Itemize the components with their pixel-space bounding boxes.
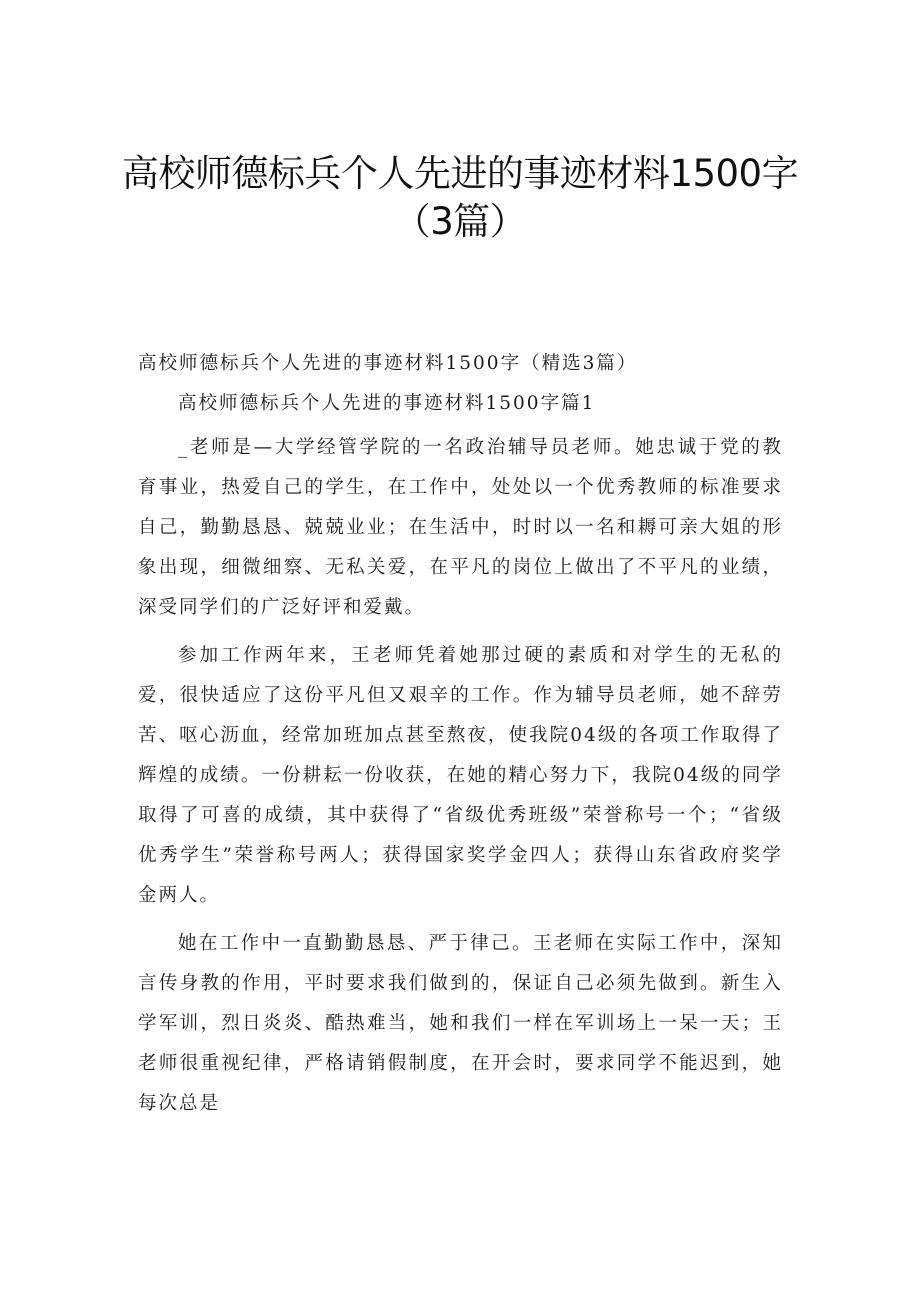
section-heading: 高校师德标兵个人先进的事迹材料1500字篇1 bbox=[178, 393, 596, 414]
paragraph-3: 她在工作中一直勤勤恳恳、严于律己。王老师在实际工作中，深知言传身教的作用，平时要求我们做到的，保证自己必须先做到。新生入学军训，烈日炎炎、酷热难当，她和我们一样在军训场上一呆一天；王老师很重视纪律，严格请销假制度，在开会时，要求同学不能迟到，她每次总是 bbox=[138, 933, 783, 1114]
paragraph-2: 参加工作两年来，王老师凭着她那过硬的素质和对学生的无私的爱，很快适应了这份平凡但又艰辛的工作。作为辅导员老师，她不辞劳苦、呕心沥血，经常加班加点甚至熬夜，使我院04级的各项工作取得了辉煌的成绩。一份耕耘一份收获，在她的精心努力下，我院04级的同学取得了可喜的成绩，其中获得了“省级优秀班级”荣誉称号一个；“省级优秀学生”荣誉称号两人；获得国家奖学金四人；获得山东省政府奖学金两人。 bbox=[138, 645, 783, 906]
paragraph-1: _老师是—大学经管学院的一名政治辅导员老师。她忠诚于党的教育事业，热爱自己的学生，在工作中，处处以一个优秀教师的标准要求自己，勤勤恳恳、兢兢业业；在生活中，时时以一名和耨可亲大姐的形象出现，细微细察、无私关爱，在平凡的岗位上做出了不平凡的业绩，深受同学们的广泛好评和爱戴。 bbox=[138, 437, 783, 618]
document-body bbox=[138, 344, 783, 1132]
document-subtitle: 高校师德标兵个人先进的事迹材料1500字（精选3篇） bbox=[138, 353, 638, 374]
title-line-2: （3篇） bbox=[393, 200, 527, 243]
title-line-1: 高校师德标兵个人先进的事迹材料1500字 bbox=[121, 152, 799, 195]
document-title bbox=[0, 150, 920, 246]
